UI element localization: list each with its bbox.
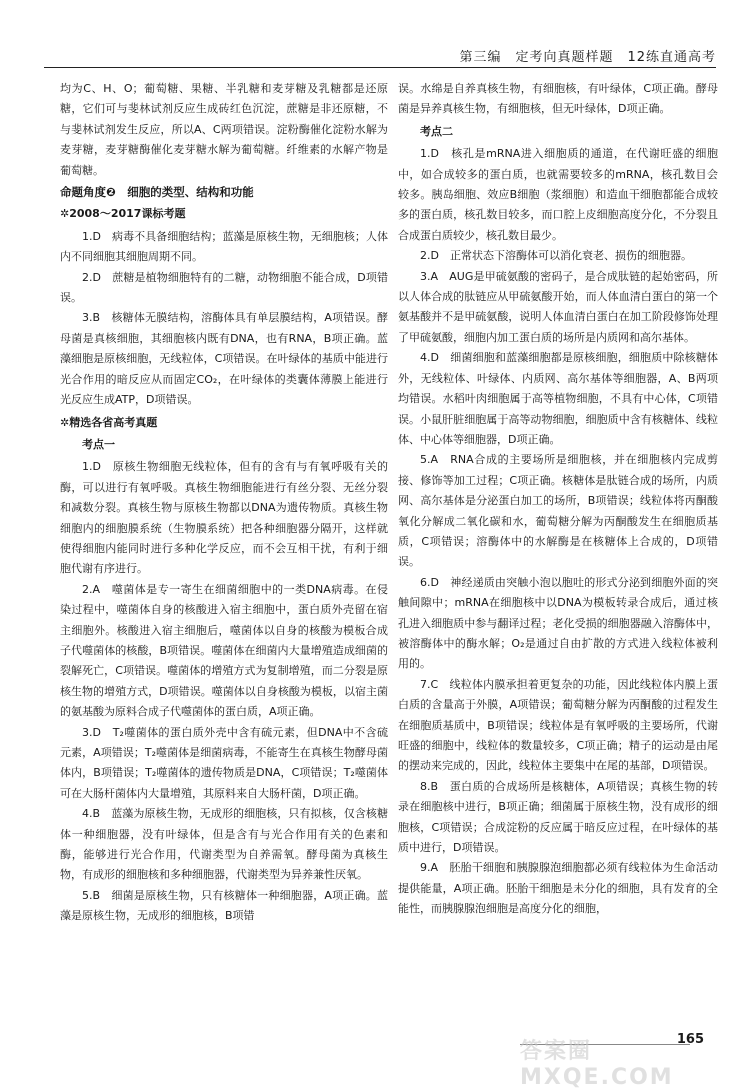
- topic-heading-2: 考点二: [420, 124, 453, 138]
- answer-e1: 1.D 原核生物细胞无线粒体，但有的含有与有氧呼吸有关的酶，可以进行有氧呼吸。真核生物细胞能进行有丝分裂、无丝分裂和减数分裂。真核生物与原核生物都以DNA为遗传物质。真核生物细胞内的细胞膜系统（生物膜系统）把各种细胞器分隔开，这样就使得细胞内能同时进行多种化学反应，而不会互相干扰，有利于细胞代谢有序进行。: [60, 460, 388, 576]
- answer-1: 1.D 病毒不具备细胞结构；蓝藻是原核生物，无细胞核；人体内不同细胞其细胞周期不同。: [60, 229, 388, 264]
- page-number: 165: [676, 1032, 704, 1047]
- header-rule: [44, 67, 716, 68]
- answer-3: 3.B 核糖体无膜结构，溶酶体具有单层膜结构，A项错误。酵母菌是真核细胞，其细胞核内既有DNA，也有RNA，B项正确。蓝藻细胞是原核细胞，无线粒体，C项错误。在叶绿体的基质中能进行光合作用的暗反应从而固定CO₂，在叶绿体的类囊体薄膜上能进行光反应生成ATP，D项错误。: [60, 311, 388, 407]
- answer-e4: 4.B 蓝藻为原核生物，无成形的细胞核，只有拟核，仅含核糖体一种细胞器，没有叶绿体，但是含有与光合作用有关的色素和酶，能够进行光合作用，代谢类型为自养需氧。酵母菌为真核生物，有成形的细胞核和多种细胞器，代谢类型为异养兼性厌氧。: [60, 807, 388, 882]
- answer-r5: 5.A RNA合成的主要场所是细胞核，并在细胞核内完成剪接、修饰等加工过程；C项正确。核糖体是肽链合成的场所，内质网、高尔基体是分泌蛋白加工的场所，B项错误；线粒体将丙酮酸氧化分解成二氧化碳和水，葡萄糖分解为丙酮酸发生在细胞质基质，C项错误；溶酶体中的水解酶是在核糖体上合成的，D项错误。: [398, 453, 718, 569]
- answer-r3: 3.A AUG是甲硫氨酸的密码子，是合成肽链的起始密码，所以人体合成的肽链应从甲硫氨酸开始，而人体血清白蛋白的第一个氨基酸并不是甲硫氨酸，说明人体血清白蛋白在加工阶段修饰处理了甲硫氨酸，细胞内加工蛋白质的场所是内质网和高尔基体。: [398, 269, 718, 344]
- answer-r1: 1.D 核孔是mRNA进入细胞质的通道，在代谢旺盛的细胞中，如合成较多的蛋白质，也就需要较多的mRNA，核孔数目会较多。胰岛细胞、效应B细胞（浆细胞）和造血干细胞都能合成较多的蛋白质，核孔数目较多，而口腔上皮细胞高度分化，不分裂且合成蛋白质较少，核孔数目最少。: [398, 147, 718, 242]
- subsection-title-1: ✲2008～2017课标考题: [60, 207, 186, 221]
- answer-e2: 2.A 噬菌体是专一寄生在细菌细胞中的一类DNA病毒。在侵染过程中，噬菌体自身的核酸进入宿主细胞中，蛋白质外壳留在宿主细胞外。核酸进入宿主细胞后，噬菌体以自身的核酸为模板合成子代噬菌体的核酸，B项错误。噬菌体在细菌内大量增殖造成细菌的裂解死亡，C项错误。噬菌体的增殖方式为复制增殖，而二分裂是原核生物的增殖方式，D项错误。噬菌体以自身核酸为模板，以宿主菌的氨基酸为原料合成子代噬菌体的蛋白质，A项正确。: [60, 582, 388, 719]
- continued-paragraph: 误。水绵是自养真核生物，有细胞核，有叶绿体，C项正确。酵母菌是异养真核生物，有细胞核，但无叶绿体，D项正确。: [398, 82, 718, 116]
- answer-r4: 4.D 细菌细胞和蓝藻细胞都是原核细胞，细胞质中除核糖体外，无线粒体、叶绿体、内质网、高尔基体等细胞器，A、B两项均错误。水稻叶肉细胞属于高等植物细胞，不具有中心体，C项错误。小鼠肝脏细胞属于高等动物细胞，细胞质中含有核糖体、线粒体、中心体等细胞器，D项正确。: [398, 351, 718, 446]
- subsection-title-2: ✲精选各省高考真题: [60, 415, 158, 429]
- answer-e3: 3.D T₂噬菌体的蛋白质外壳中含有硫元素，但DNA中不含硫元素，A项错误；T₂噬菌体是细菌病毒，不能寄生在真核生物酵母菌体内，B项错误；T₂噬菌体的遗传物质是DNA，C项错误；T₂噬菌体可在大肠杆菌体内大量增殖，其原料来自大肠杆菌，D项正确。: [60, 725, 388, 800]
- answer-r7: 7.C 线粒体内膜承担着更复杂的功能，因此线粒体内膜上蛋白质的含量高于外膜，A项错误；葡萄糖分解为丙酮酸的过程发生在细胞质基质中，B项错误；线粒体是有氧呼吸的主要场所，代谢旺盛的细胞中，线粒体的数量较多，C项正确；精子的运动是由尾的摆动来完成的，因此，线粒体主要集中在尾的基部，D项错误。: [398, 677, 718, 773]
- running-header: 第三编 定考向真题样题 12练直通高考: [459, 50, 716, 65]
- watermark-logo: 答案圈 MXQE.COM: [520, 1039, 674, 1090]
- answer-2: 2.D 蔗糖是植物细胞特有的二糖，动物细胞不能合成，D项错误。: [60, 270, 388, 305]
- answer-e5: 5.B 细菌是原核生物，只有核糖体一种细胞器，A项正确。蓝藻是原核生物，无成形的细胞核，B项错: [60, 888, 388, 923]
- answer-r8: 8.B 蛋白质的合成场所是核糖体，A项错误；真核生物的转录在细胞核中进行，B项正确；细菌属于原核生物，没有成形的细胞核，C项错误；合成淀粉的反应属于暗反应过程，在叶绿体的基质中进行，D项错误。: [398, 779, 718, 855]
- page-footer: [520, 1030, 720, 1090]
- answer-r6: 6.D 神经递质由突触小泡以胞吐的形式分泌到细胞外面的突触间隙中；mRNA在细胞核中以DNA为模板转录合成后，通过核孔进入细胞质中参与翻译过程；老化受损的细胞器融入溶酶体中，被溶酶体中的酶水解；O₂是通过自由扩散的方式进入线粒体被利用的。: [398, 575, 718, 671]
- right-column: [398, 79, 718, 920]
- answer-r9: 9.A 胚胎干细胞和胰腺腺泡细胞都必须有线粒体为生命活动提供能量，A项正确。胚胎干细胞是未分化的细胞，具有发育的全能性，而胰腺腺泡细胞是高度分化的细胞，: [398, 861, 718, 916]
- section-title: 命题角度❷ 细胞的类型、结构和功能: [60, 185, 254, 200]
- left-column: [60, 79, 388, 927]
- topic-heading-1: 考点一: [82, 437, 115, 451]
- page-header: [0, 0, 750, 66]
- intro-paragraph: 均为C、H、O；葡萄糖、果糖、半乳糖和麦芽糖及乳糖都是还原糖，它们可与斐林试剂反应生成砖红色沉淀，蔗糖是非还原糖，不与斐林试剂发生反应，所以A、C两项错误。淀粉酶催化淀粉水解为麦芽糖，麦芽糖酶催化麦芽糖水解为葡萄糖。纤维素的水解产物是葡萄糖。: [60, 82, 388, 177]
- answer-r2: 2.D 正常状态下溶酶体可以消化衰老、损伤的细胞器。: [420, 249, 692, 263]
